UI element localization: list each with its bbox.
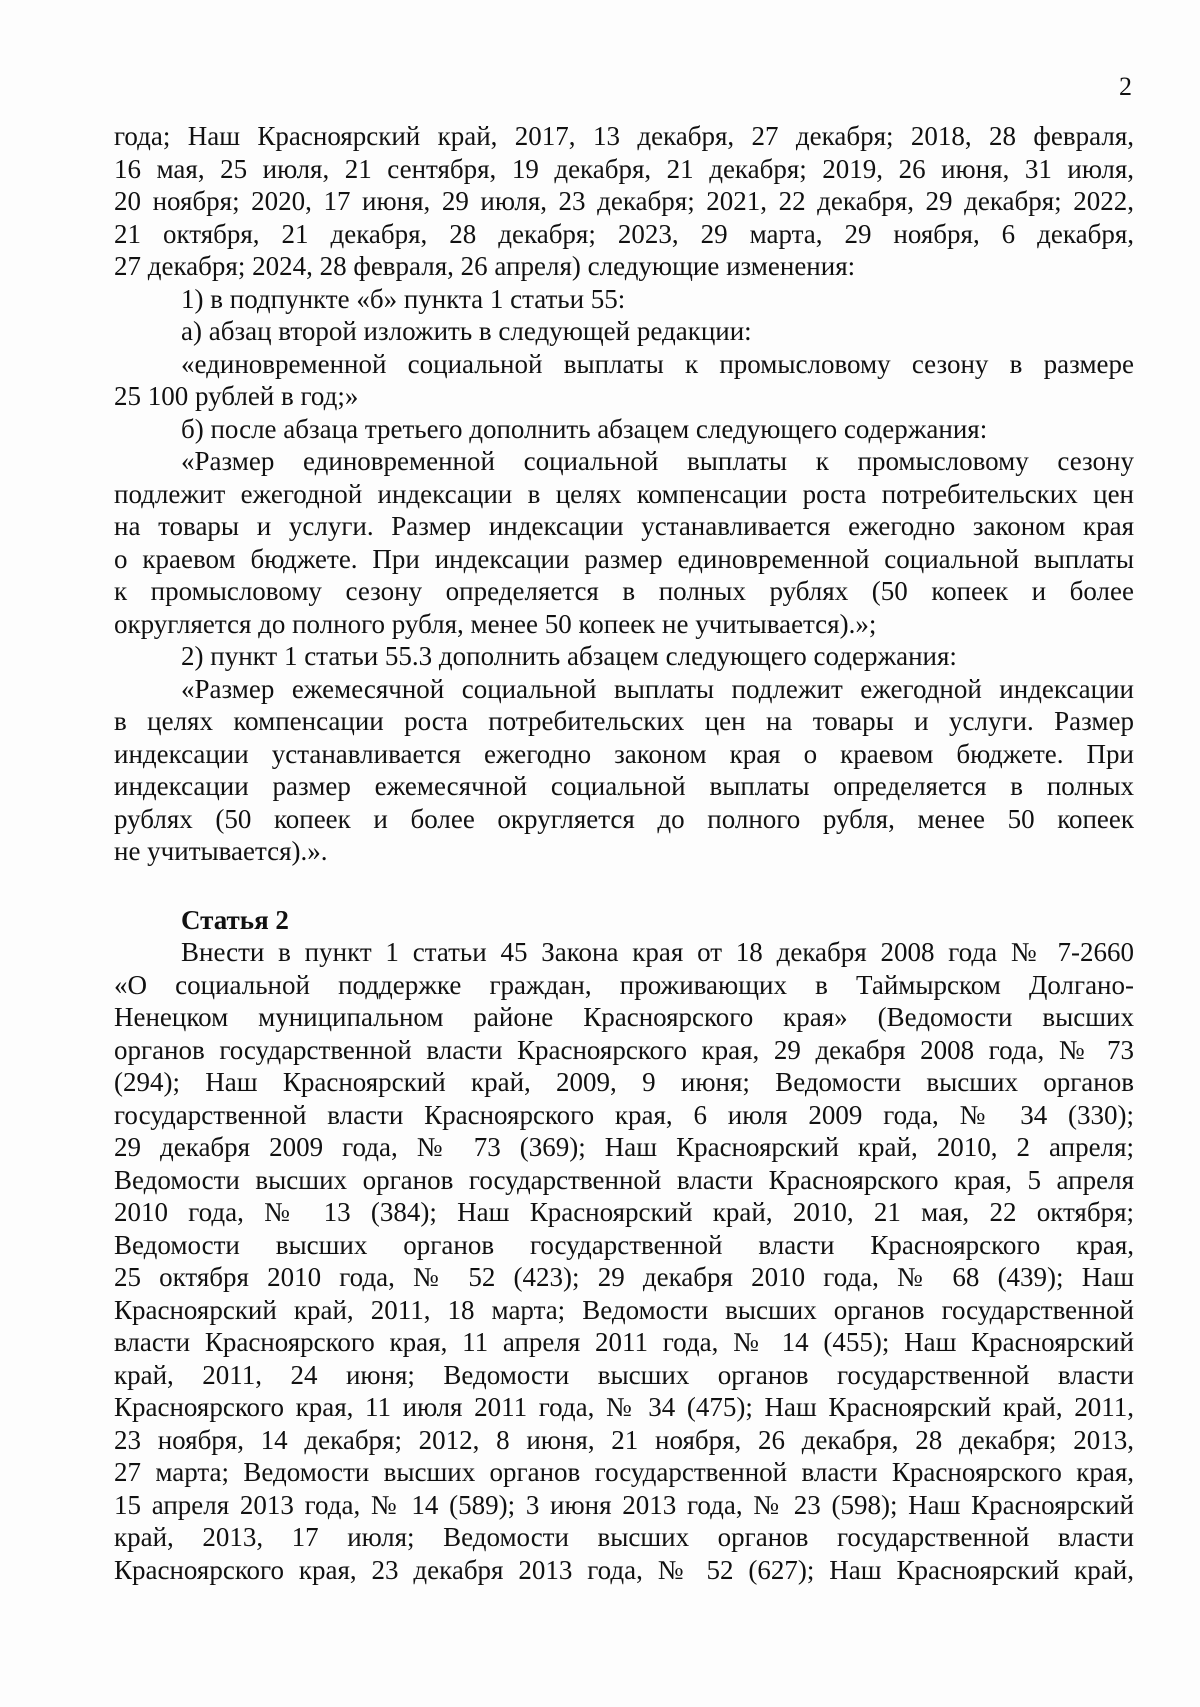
text-line: органов государственной власти Красноярского края, 29 декабря 2008 года, № 73 — [114, 1034, 1134, 1065]
quote-line: в целях компенсации роста потребительских цен на товары и услуги. Размер — [114, 706, 1134, 736]
text-line: 15 апреля 2013 года, № 14 (589); 3 июня 2013 года, № 23 (598); Наш Красноярский — [114, 1489, 1134, 1520]
quote-line: «единовременной социальной выплаты к промысловому сезону в размере — [181, 348, 1134, 379]
text-line: 27 марта; Ведомости высших органов государственной власти Красноярского края, — [114, 1457, 1134, 1487]
text-line: 23 ноября, 14 декабря; 2012, 8 июня, 21 ноября, 26 декабря, 28 декабря; 2013, — [114, 1424, 1134, 1455]
text-line: Ненецком муниципальном районе Красноярского края» (Ведомости высших — [114, 1002, 1134, 1032]
quote-line: «Размер ежемесячной социальной выплаты подлежит ежегодной индексации — [181, 673, 1134, 704]
text-line: (294); Наш Красноярский край, 2009, 9 июня; Ведомости высших органов — [114, 1067, 1134, 1097]
text-line: государственной власти Красноярского края, 6 июля 2009 года, № 34 (330); — [114, 1099, 1134, 1130]
quote-line: рублях (50 копеек и более округляется до полного рубля, менее 50 копеек — [114, 803, 1134, 834]
text-line: Красноярского края, 11 июля 2011 года, № 34 (475); Наш Красноярский край, 2011, — [114, 1392, 1134, 1422]
section-gap — [114, 868, 1134, 904]
item-1a: а) абзац второй изложить в следующей редакции: — [181, 316, 752, 346]
text-line: 29 декабря 2009 года, № 73 (369); Наш Красноярский край, 2010, 2 апреля; — [114, 1132, 1134, 1162]
quote-line: подлежит ежегодной индексации в целях компенсации роста потребительских цен — [114, 478, 1134, 509]
text-line: 21 октября, 21 декабря, 28 декабря; 2023, 29 марта, 29 ноября, 6 декабря, — [114, 218, 1134, 249]
text-line: Внести в пункт 1 статьи 45 Закона края от 18 декабря 2008 года № 7-2660 — [181, 937, 1134, 967]
text-line: край, 2011, 24 июня; Ведомости высших органов государственной власти — [114, 1359, 1134, 1390]
quote-line: о краевом бюджете. При индексации размер единовременной социальной выплаты — [114, 543, 1134, 574]
quote-line: не учитывается).». — [114, 836, 328, 866]
text-line: Красноярского края, 23 декабря 2013 года, № 52 (627); Наш Красноярский край, — [114, 1554, 1134, 1585]
text-line: 16 мая, 25 июля, 21 сентября, 19 декабря, 21 декабря; 2019, 26 июня, 31 июля, — [114, 153, 1134, 184]
document-body — [114, 120, 1134, 1586]
quote-line: к промысловому сезону определяется в полных рублях (50 копеек и более — [114, 576, 1134, 606]
text-line: Ведомости высших органов государственной власти Красноярского края, 5 апреля — [114, 1164, 1134, 1195]
text-line: 2010 года, № 13 (384); Наш Красноярский край, 2010, 21 мая, 22 октября; — [114, 1197, 1134, 1227]
text-line: «О социальной поддержке граждан, проживающих в Таймырском Долгано- — [114, 969, 1134, 1000]
page-number: 2 — [1119, 72, 1132, 101]
item-1b: б) после абзаца третьего дополнить абзацем следующего содержания: — [181, 413, 988, 444]
quote-line: индексации устанавливается ежегодно законом края о краевом бюджете. При — [114, 738, 1134, 769]
text-line: года; Наш Красноярский край, 2017, 13 декабря, 27 декабря; 2018, 28 февраля, — [114, 121, 1134, 151]
quote-line: округляется до полного рубля, менее 50 копеек не учитывается).»; — [114, 608, 877, 639]
text-line: край, 2013, 17 июля; Ведомости высших органов государственной власти — [114, 1522, 1134, 1552]
item-1: 1) в подпункте «б» пункта 1 статьи 55: — [181, 283, 626, 314]
text-line: 25 октября 2010 года, № 52 (423); 29 декабря 2010 года, № 68 (439); Наш — [114, 1262, 1134, 1292]
quote-line: «Размер единовременной социальной выплаты к промысловому сезону — [181, 446, 1134, 476]
article-heading: Статья 2 — [181, 904, 289, 935]
quote-line: 25 100 рублей в год;» — [114, 381, 359, 411]
quote-line: на товары и услуги. Размер индексации устанавливается ежегодно законом края — [114, 511, 1134, 541]
text-line: 20 ноября; 2020, 17 июня, 29 июля, 23 декабря; 2021, 22 декабря, 29 декабря; 2022, — [114, 186, 1134, 216]
text-line: Ведомости высших органов государственной власти Красноярского края, — [114, 1229, 1134, 1260]
text-line: 27 декабря; 2024, 28 февраля, 26 апреля) следующие изменения: — [114, 251, 856, 281]
quote-line: индексации размер ежемесячной социальной выплаты определяется в полных — [114, 771, 1134, 801]
text-line: Красноярский край, 2011, 18 марта; Ведомости высших органов государственной — [114, 1294, 1134, 1325]
item-2: 2) пункт 1 статьи 55.3 дополнить абзацем следующего содержания: — [181, 641, 957, 671]
text-line: власти Красноярского края, 11 апреля 2011 года, № 14 (455); Наш Красноярский — [114, 1327, 1134, 1357]
